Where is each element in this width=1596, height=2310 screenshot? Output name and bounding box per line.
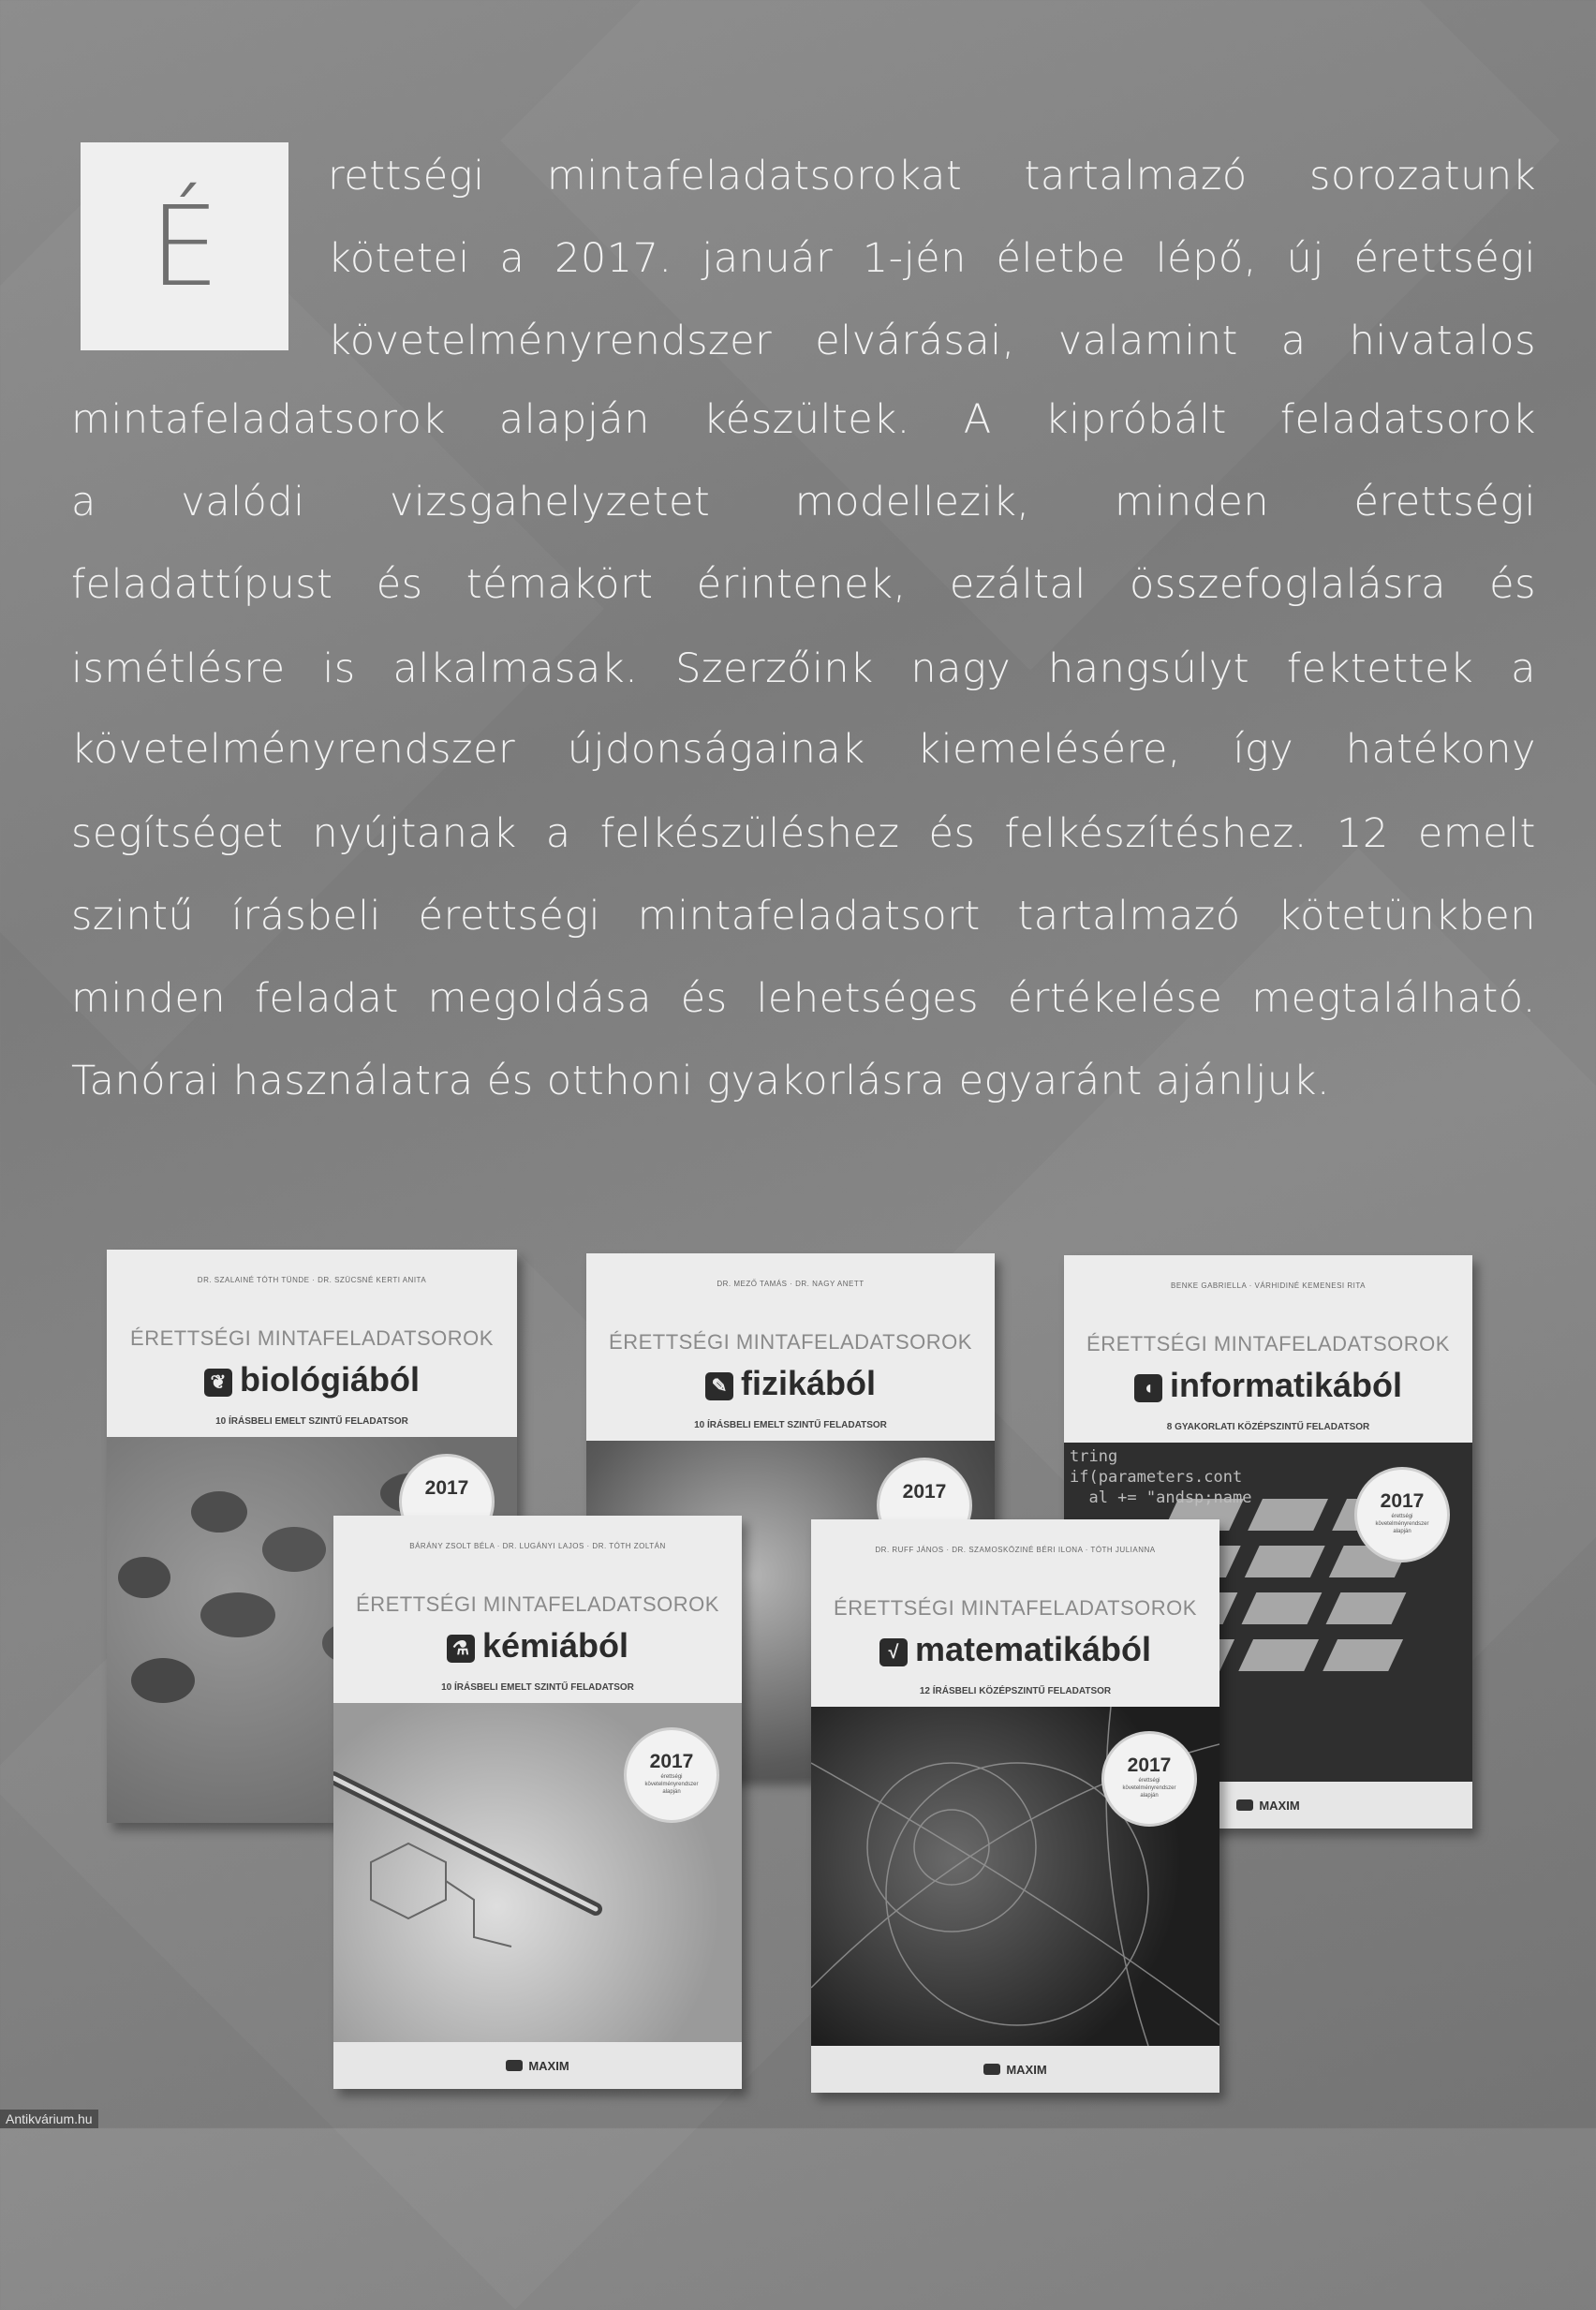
paragraph-word: a (545, 810, 571, 857)
code-line: al += "andsp;name (1070, 1488, 1252, 1507)
paragraph-word: hangsúlyt (1048, 645, 1250, 692)
code-line: tring (1070, 1447, 1118, 1466)
paragraph-word: tartalmazó (1024, 153, 1248, 200)
book-subject (586, 1364, 995, 1403)
paragraph-word: készültek. (702, 396, 910, 443)
paragraph-word: hivatalos (1349, 318, 1536, 364)
paragraph-line (71, 556, 1536, 613)
paragraph-word: érintenek, (696, 561, 907, 608)
paragraph-line: Tanórai használatra és otthoni gyakorlásra egyaránt ajánljuk. (71, 1058, 1331, 1104)
seal-text: érettségi követelményrendszer alapján (644, 1774, 699, 1795)
book-sheet-count: 10 ÍRÁSBELI EMELT SZINTŰ FELADATSOR (441, 1682, 634, 1693)
paragraph-word: ismétlésre (71, 645, 286, 692)
paragraph-line (71, 806, 1536, 862)
paragraph-word: valamint (1057, 318, 1238, 364)
publisher-footer (811, 2046, 1219, 2093)
paragraph-word: rettségi (328, 153, 485, 200)
book-subject (107, 1360, 517, 1399)
paragraph-word: kipróbált (1044, 396, 1227, 443)
paragraph-word: feladat (254, 975, 399, 1022)
paragraph-word: nyújtanak (312, 810, 517, 857)
paragraph-word: Szerzőink (675, 645, 874, 692)
paragraph-word: így (1233, 726, 1294, 773)
drop-cap: É (81, 142, 288, 350)
paragraph-word: 2017. (554, 235, 672, 282)
paragraph-word: írásbeli (230, 893, 381, 940)
paragraph-word: kiemelésére, (917, 726, 1181, 773)
book-matematika (811, 1519, 1219, 2093)
paragraph-word: új (1286, 235, 1324, 282)
book-subject-label: kémiából (481, 1626, 629, 1665)
paragraph-word: modellezik, (794, 479, 1030, 526)
paragraph-word: felkészítéshez. (1004, 810, 1308, 857)
seal-year: 2017 (1127, 1755, 1172, 1776)
paragraph-word: és (680, 975, 728, 1022)
pencil-icon: ✎ (705, 1372, 733, 1400)
paragraph-word: és (1489, 561, 1536, 608)
watermark: Antikvárium.hu (0, 2110, 98, 2128)
paragraph-line (71, 888, 1536, 944)
book-authors: DR. MEZŐ TAMÁS · DR. NAGY ANETT (717, 1280, 864, 1288)
paragraph-line (328, 230, 1536, 287)
publisher-name: MAXIM (1259, 1798, 1300, 1813)
book-subject-label: fizikából (740, 1364, 877, 1402)
paragraph-word: sorozatunk (1309, 153, 1536, 200)
year-seal (624, 1727, 719, 1823)
book-series-title: ÉRETTSÉGI MINTAFELADATSOROK (356, 1592, 719, 1616)
seal-year: 2017 (649, 1751, 694, 1772)
mouse-icon: ◖ (1134, 1374, 1162, 1402)
paragraph-word: összefoglalásra (1130, 561, 1446, 608)
sqrt-icon: √ (879, 1638, 908, 1666)
paragraph-word: felkészüléshez (599, 810, 900, 857)
paragraph-word: alkalmasak. (392, 645, 639, 692)
book-sheet-count: 8 GYAKORLATI KÖZÉPSZINTŰ FELADATSOR (1166, 1422, 1370, 1432)
paragraph-word: elvárásai, (815, 318, 1015, 364)
paragraph-word: mintafeladatsorok (71, 396, 446, 443)
paragraph-word: kötetei (328, 235, 470, 282)
seal-year: 2017 (1380, 1490, 1425, 1512)
paragraph-word: életbe (996, 235, 1127, 282)
paragraph-word: ezáltal (949, 561, 1086, 608)
paragraph-word: érettségi (1353, 235, 1536, 282)
paragraph-line (71, 970, 1536, 1027)
book-sheet-count: 10 ÍRÁSBELI EMELT SZINTŰ FELADATSOR (215, 1416, 408, 1427)
book-subject (811, 1630, 1219, 1669)
paragraph-word: a (499, 235, 525, 282)
book-subject-label: matematikából (914, 1630, 1152, 1668)
maxim-logo-icon (983, 2064, 1000, 2075)
paragraph-word: érettségi (1353, 479, 1536, 526)
paragraph-word: és (376, 561, 423, 608)
paragraph-word: 1-jén (862, 235, 967, 282)
seal-text: érettségi követelményrendszer alapján (1122, 1778, 1176, 1799)
paragraph-word: lépő, (1155, 235, 1257, 282)
paragraph-line (328, 148, 1536, 204)
paragraph-word: a (1280, 318, 1307, 364)
book-sheet-count: 10 ÍRÁSBELI EMELT SZINTŰ FELADATSOR (694, 1420, 887, 1430)
paragraph-word: minden (71, 975, 227, 1022)
paragraph-word: január (702, 235, 834, 282)
publisher-footer (333, 2042, 742, 2089)
paragraph-word: újdonságainak (567, 726, 865, 773)
paragraph-word: megoldása (427, 975, 652, 1022)
paragraph-word: a (71, 479, 96, 526)
book-series-title: ÉRETTSÉGI MINTAFELADATSOROK (609, 1330, 972, 1354)
paragraph-word: mintafeladatsort (637, 893, 981, 940)
book-series-title: ÉRETTSÉGI MINTAFELADATSOROK (130, 1326, 494, 1350)
paragraph-word: hatékony (1345, 726, 1536, 773)
paragraph-line (328, 313, 1536, 369)
paragraph-line (71, 392, 1536, 448)
paragraph-word: feladattípust (71, 561, 333, 608)
paragraph-word: A (963, 396, 992, 443)
book-subject-label: biológiából (240, 1360, 420, 1399)
paragraph-word: szintű (71, 893, 195, 940)
publisher-name: MAXIM (1006, 2062, 1047, 2077)
paragraph-word: is (322, 645, 356, 692)
book-series-title: ÉRETTSÉGI MINTAFELADATSOROK (1086, 1332, 1450, 1355)
paragraph-word: követelményrendszer (71, 726, 516, 773)
code-line: if(parameters.cont (1070, 1468, 1243, 1487)
paragraph-word: feladatsorok (1279, 396, 1536, 443)
paragraph-word: minden (1115, 479, 1270, 526)
book-subject-label: informatikából (1169, 1366, 1403, 1404)
paragraph-word: nagy (910, 645, 1012, 692)
paragraph-word: tartalmazó (1017, 893, 1241, 940)
paragraph-word: megtalálható. (1251, 975, 1536, 1022)
paragraph-line (71, 721, 1536, 777)
book-series-title: ÉRETTSÉGI MINTAFELADATSOROK (834, 1596, 1197, 1620)
paragraph-line (71, 641, 1536, 697)
paragraph-word: segítséget (71, 810, 284, 857)
paragraph-word: kötetünkben (1278, 893, 1536, 940)
publisher-name: MAXIM (528, 2058, 569, 2073)
maxim-logo-icon (506, 2060, 523, 2071)
book-sheet-count: 12 ÍRÁSBELI KÖZÉPSZINTŰ FELADATSOR (919, 1686, 1112, 1696)
paragraph-word: valódi (181, 479, 305, 526)
book-subject (333, 1626, 742, 1666)
leaf-icon: ❦ (204, 1369, 232, 1397)
book-subject (1064, 1366, 1472, 1405)
paragraph-word: értékelése (1007, 975, 1223, 1022)
book-kemia (333, 1516, 742, 2089)
pipette-icon: ⚗ (447, 1635, 475, 1663)
paragraph-word: mintafeladatsorokat (546, 153, 963, 200)
seal-year: 2017 (424, 1477, 469, 1499)
paragraph-word: és (928, 810, 976, 857)
paragraph-line (71, 474, 1536, 530)
maxim-logo-icon (1236, 1799, 1253, 1811)
book-authors: BÁRÁNY ZSOLT BÉLA · DR. LUGÁNYI LAJOS · DR. TÓTH ZOLTÁN (409, 1542, 666, 1550)
paragraph-word: 12 (1337, 810, 1389, 857)
paragraph-word: alapján (498, 396, 650, 443)
paragraph-word: érettségi (418, 893, 601, 940)
paragraph-word: lehetséges (756, 975, 979, 1022)
year-seal (1354, 1467, 1450, 1562)
paragraph-word: a (1511, 645, 1536, 692)
paragraph-word: témakört (466, 561, 654, 608)
paragraph-word: fektettek (1286, 645, 1474, 692)
seal-text: érettségi követelményrendszer alapján (1375, 1514, 1429, 1534)
seal-year: 2017 (902, 1481, 947, 1503)
book-authors: DR. RUFF JÁNOS · DR. SZAMOSKÖZINÉ BÉRI ILONA · TÓTH JULIANNA (875, 1546, 1156, 1554)
paragraph-word: vizsgahelyzetet (389, 479, 711, 526)
book-authors: DR. SZALAINÉ TÓTH TÜNDE · DR. SZÜCSNÉ KERTI ANITA (197, 1276, 427, 1284)
paragraph-word: követelményrendszer (328, 318, 773, 364)
year-seal (1101, 1731, 1197, 1827)
book-authors: BENKE GABRIELLA · VÁRHIDINÉ KEMENESI RITA (1171, 1281, 1366, 1290)
code-overlay (1070, 1446, 1251, 1508)
paragraph-word: emelt (1417, 810, 1536, 857)
